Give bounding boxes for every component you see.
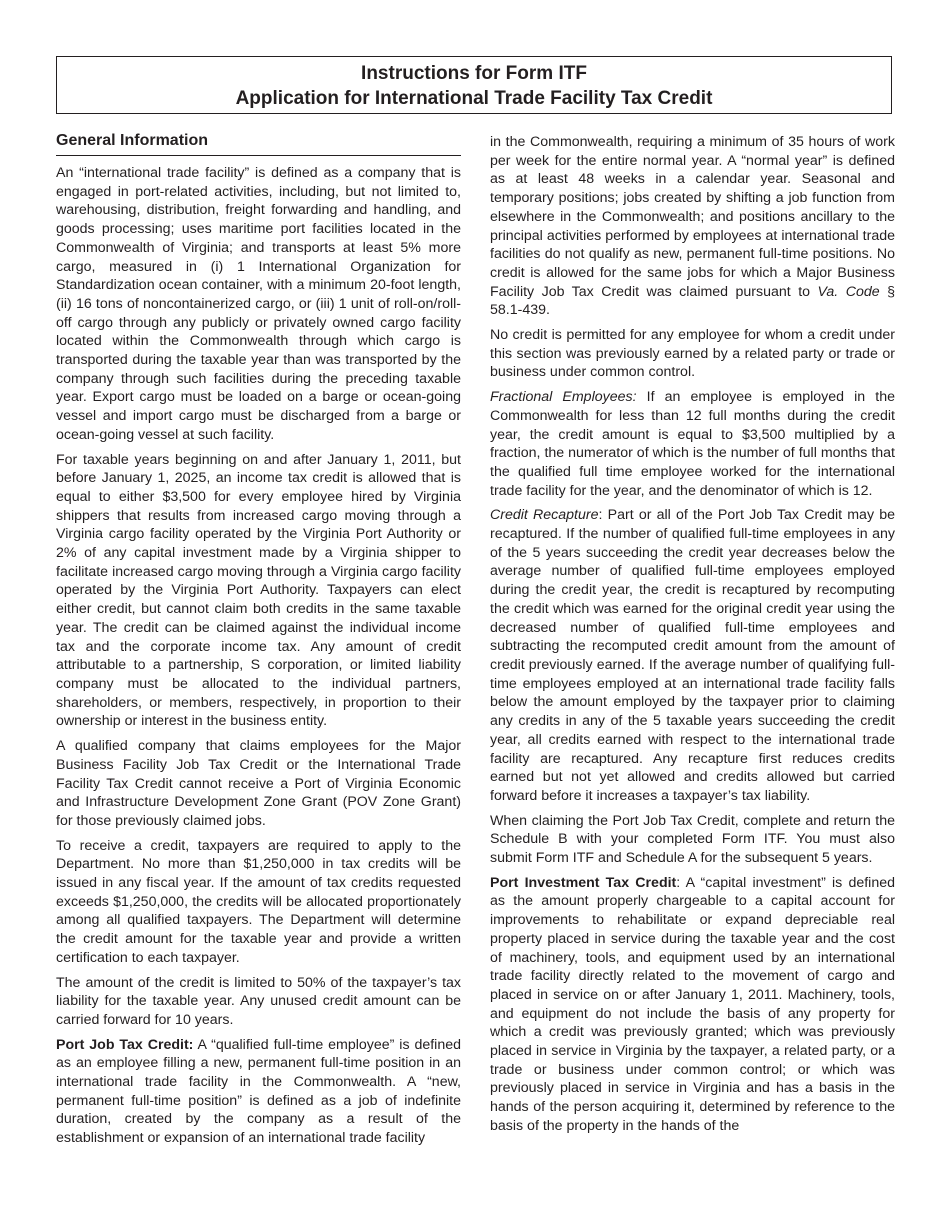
paragraph-taxable-years: For taxable years beginning on and after January 1, 2011, but before January 1, 2025, an income tax credit is allowed that is equal to either $3,500 for every employee hired by Virginia shippers that results from increased cargo moving through a Virginia cargo facility operated by the Virginia Port Authority or 2% of any capital investment made by a Virginia shipper to facilitate increased cargo moving through a Virginia cargo facility operated by the Virginia Port Authority. Taxpayers can elect either credit, but cannot claim both credits in the same taxable year. The credit can be claimed against the individual income tax and the corporate income tax. Any amount of credit attributable to a partnership, S corporation, or limited liability company must be allocated to the individual partners, shareholders, or members, respectively, in proportion to their ownership or interest in the business entity. <box>56 451 461 730</box>
paragraph-full-time-position-continued <box>490 133 895 320</box>
paragraph-international-trade-facility: An “international trade facility” is defined as a company that is engaged in port-related activities, including, but not limited to, warehousing, distribution, freight forwarding and handling, and goods processing; uses maritime port facilities located in the Commonwealth of Virginia; and transports at least 5% more cargo, measured in (i) 1 International Organization for Standardization ocean container, with a minimum 20-foot length, (ii) 16 tons of noncontainerized cargo, or (iii) 1 unit of roll-on/roll-off cargo through any publicly or privately owned cargo facility located within the Commonwealth through which cargo is transported during the taxable year than was transported by the company through such facilities during the preceding taxable year. Export cargo must be loaded on a barge or ocean-going vessel and import cargo must be discharged from a barge or ocean-going vessel at such facility. <box>56 165 461 443</box>
paragraph-credit-recapture <box>490 506 895 805</box>
paragraph-related-party: No credit is permitted for any employee for whom a credit under this section was previously earned by a related party or trade or business under common control. <box>490 327 895 381</box>
form-subtitle: Application for International Trade Facility Tax Credit <box>235 88 713 109</box>
paragraph-fractional-employees <box>490 388 895 500</box>
credit-recapture-heading: Credit Recapture <box>490 507 599 524</box>
paragraph-port-investment-tax-credit <box>490 874 895 1136</box>
port-job-tax-credit-heading: Port Job Tax Credit: <box>56 1036 194 1053</box>
va-code-citation: Va. Code <box>817 283 880 300</box>
form-title-box <box>56 56 892 114</box>
fractional-employees-heading: Fractional Employees: <box>490 389 637 406</box>
credit-recapture-text: : Part or all of the Port Job Tax Credit may be recaptured. If the number of qualified full-time employees in any of the 5 years succeeding the credit year decreases below the average number of qualified full-time employees employed during the credit year, the credit is recaptured by recomputing the credit which was earned for the original credit year using the decreased number of qualified full-time employees and subtracting the recomputed credit amount from the amount of credit previously earned. If the average number of qualifying full-time employees employed at an international trade facility falls below the amount employed by the taxpayer prior to claiming any credits in any of the 5 taxable years succeeding the credit year, all credits earned with respect to the international trade facility are recaptured. Any recapture first reduces credits earned but not yet allowed and credits allowed but carried forward before it increases a taxpayer’s tax liability. <box>490 507 896 804</box>
right-column <box>490 133 895 1142</box>
port-investment-tax-credit-text: : A “capital investment” is defined as the amount properly chargeable to a capital account for improvements to rehabilitate or expand depreciable real property placed in service during the taxable year and the cost of machinery, tools, and equipment used by an international trade facility directly related to the movement of cargo and placed in service on or after January 1, 2011. Machinery, tools, and equipment do not include the basis of any property for which a credit was previously granted; which was previously placed in service in Virginia by the taxpayer, a related party, or a trade or business under common control; or which was previously placed in service in Virginia and has a basis in the hands of the person acquiring it, determined by reference to the basis of the property in the hands of the <box>490 874 896 1134</box>
form-title: Instructions for Form ITF <box>361 63 587 84</box>
section-heading-general-information: General Information <box>56 130 461 156</box>
va-code-section: § 58.1-439. <box>490 283 895 319</box>
port-job-tax-credit-text: A “qualified full-time employee” is defined as an employee filling a new, permanent full-time position in an international trade facility in the Commonwealth. A “new, permanent full-time position” is defined as a job of indefinite duration, created by the company as a result of the establishment or expansion of an international trade facility <box>56 1036 461 1147</box>
paragraph-credit-limit: The amount of the credit is limited to 50% of the taxpayer’s tax liability for the taxable year. Any unused credit amount can be carried forward for 10 years. <box>56 974 461 1028</box>
paragraph-port-job-tax-credit <box>56 1036 461 1148</box>
paragraph-apply-to-department: To receive a credit, taxpayers are required to apply to the Department. No more than $1,250,000 in tax credits will be issued in any fiscal year. If the amount of tax credits requested exceeds $1,250,000, the credits will be allocated proportionately among all qualified taxpayers. The Department will determine the credit amount for the taxable year and provide a written certification to each taxpayer. <box>56 837 461 966</box>
full-time-position-text: in the Commonwealth, requiring a minimum of 35 hours of work per week for the entire normal year. A “normal year” is defined as at least 48 weeks in a calendar year. Seasonal and temporary positions; jobs created by shifting a job function from elsewhere in the Commonwealth; and positions ancillary to the principal activities performed by employees at international trade facilities do not qualify as new, permanent full-time positions. No credit is allowed for the same jobs for which a Major Business Facility Job Tax Credit was claimed pursuant to <box>490 134 895 300</box>
fractional-employees-text: If an employee is employed in the Commonwealth for less than 12 full months during the credit year, the credit amount is equal to $3,500 multiplied by a fraction, the numerator of which is the number of full months that the qualified full time employee worked for the international trade facility for the year, and the denominator of which is 12. <box>490 389 895 499</box>
paragraph-qualified-company: A qualified company that claims employees for the Major Business Facility Job Tax Credit or the International Trade Facility Tax Credit cannot receive a Port of Virginia Economic and Infrastructure Development Zone Grant (POV Zone Grant) for those previously claimed jobs. <box>56 738 461 829</box>
paragraph-schedule-b: When claiming the Port Job Tax Credit, complete and return the Schedule B with your completed Form ITF. You must also submit Form ITF and Schedule A for the subsequent 5 years. <box>490 812 895 867</box>
port-investment-tax-credit-heading: Port Investment Tax Credit <box>490 874 677 891</box>
left-column <box>56 130 461 1154</box>
